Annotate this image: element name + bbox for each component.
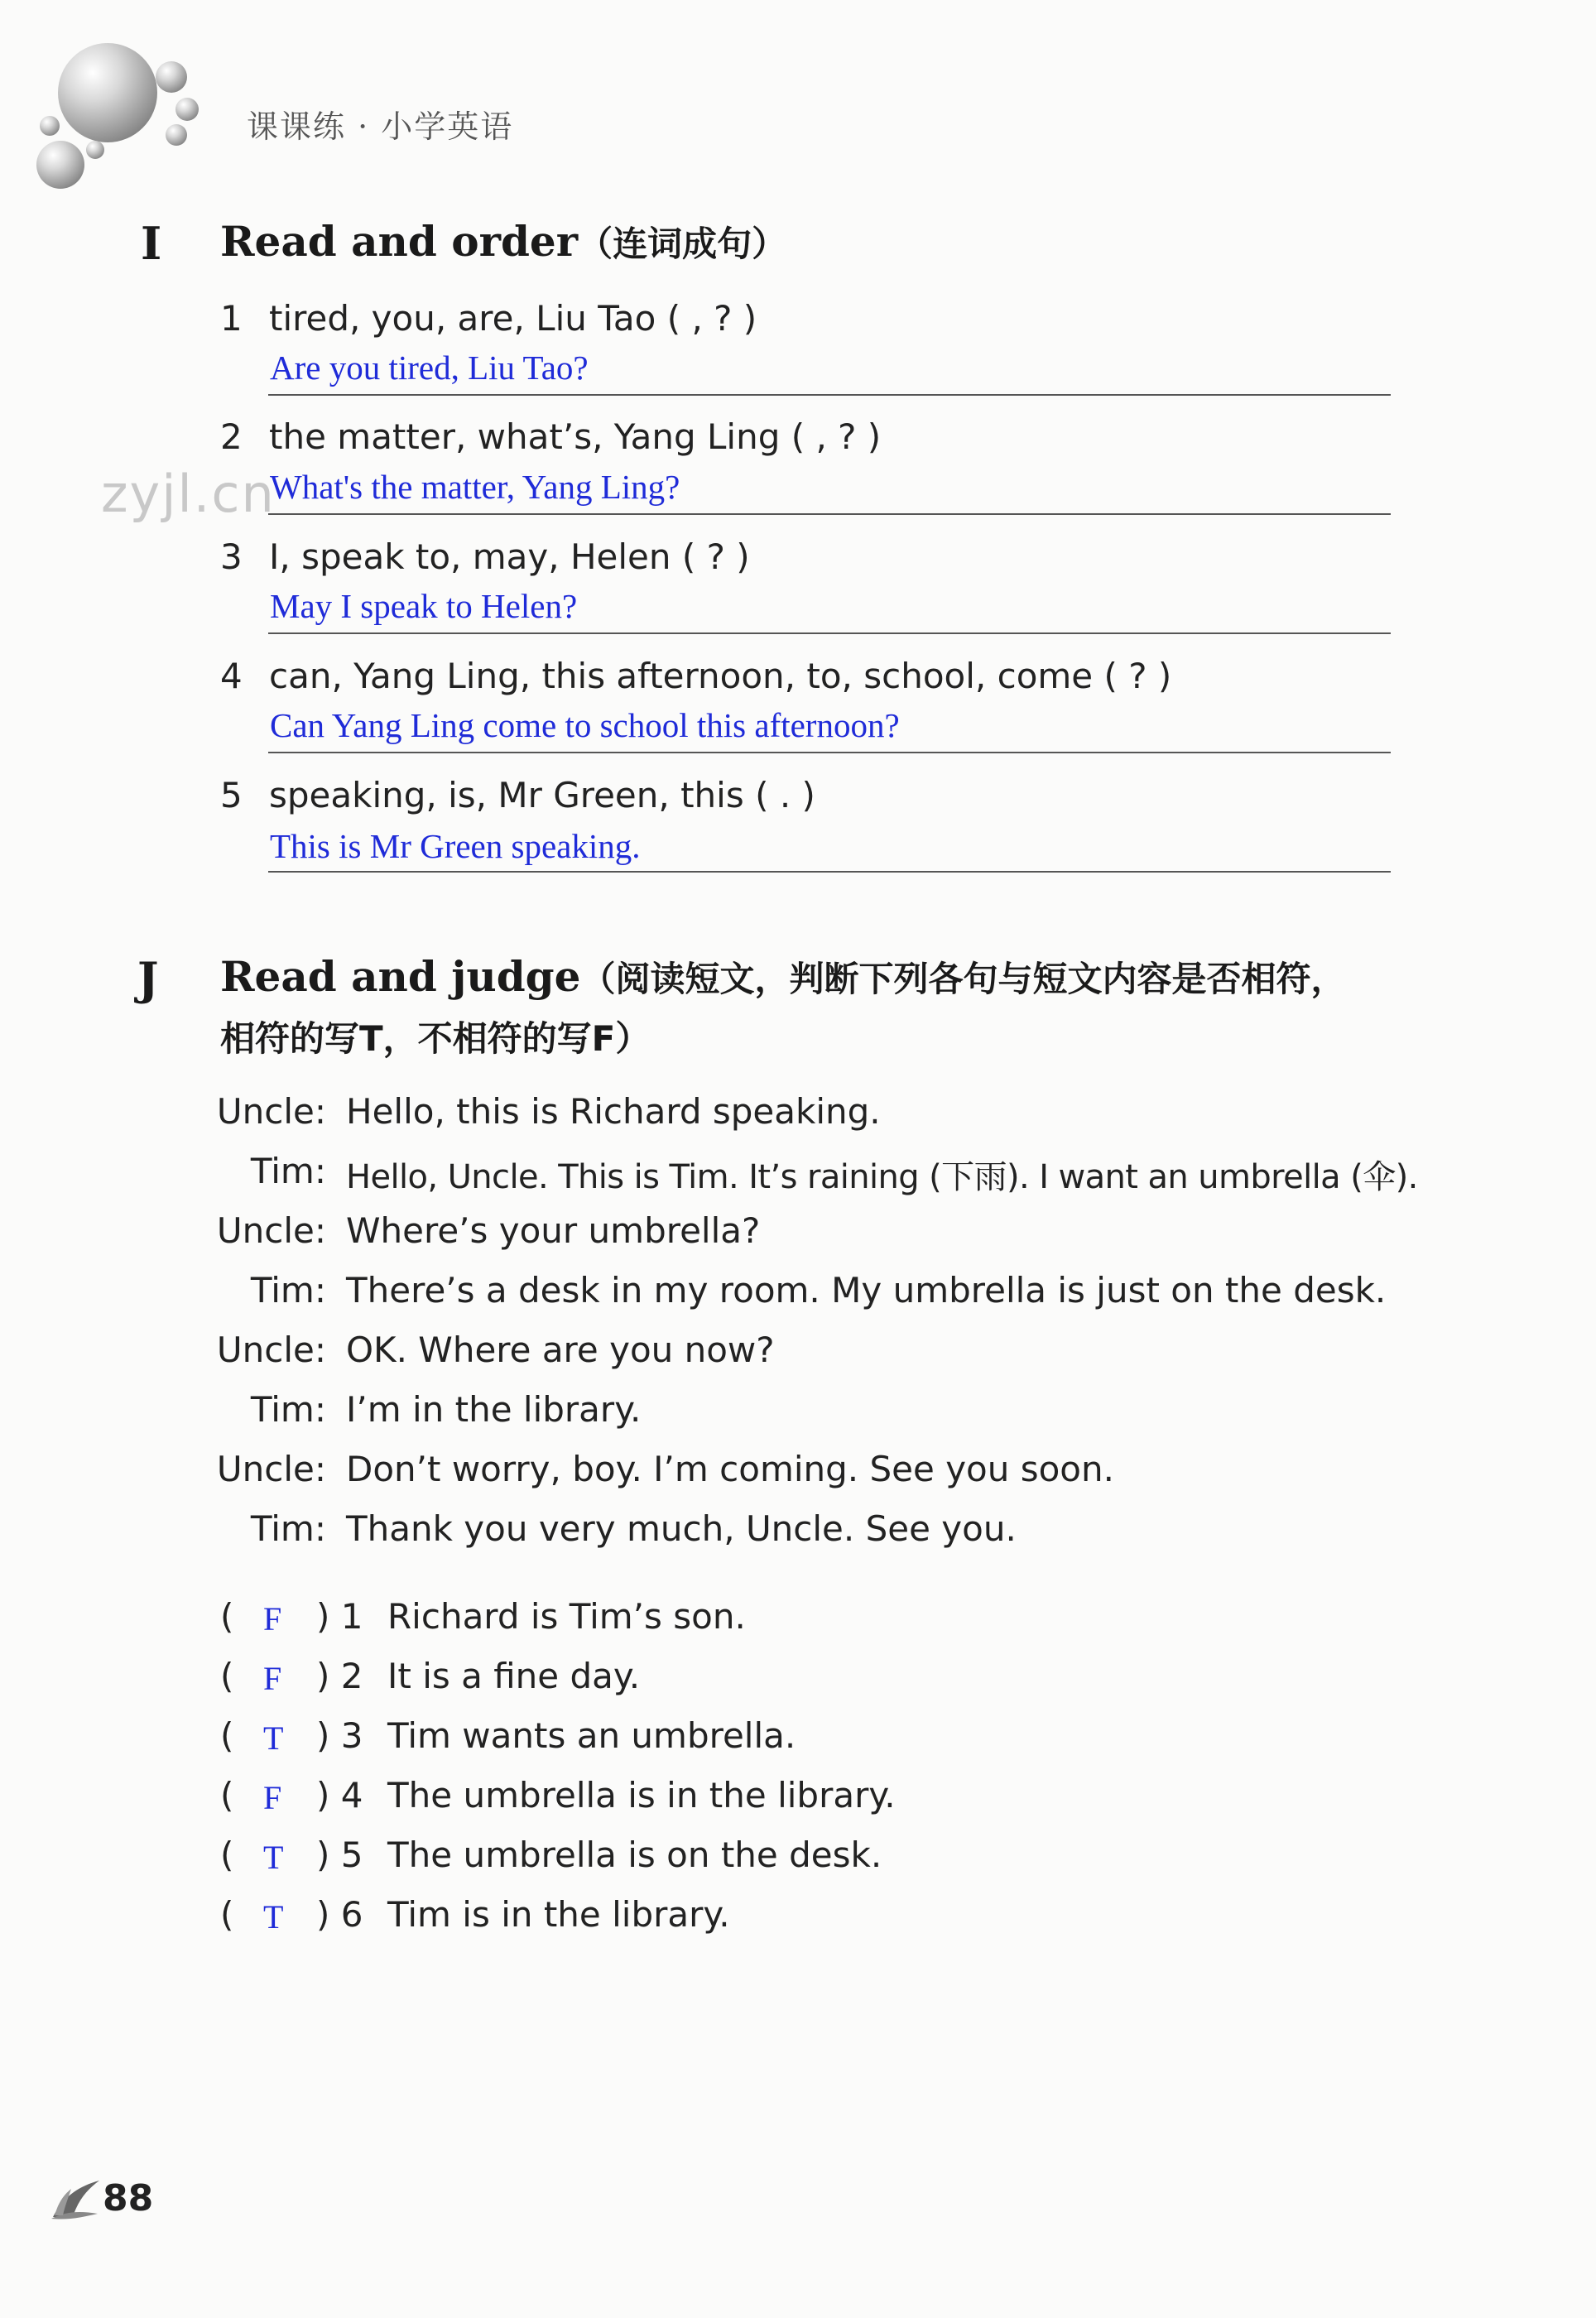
dialogue-line: Hello, Uncle. This is Tim. It’s raining (下雨). I want an umbrella (伞). [346,1158,1418,1196]
judgement-answer: T [263,1839,284,1876]
judgement-statement: The umbrella is in the library. [387,1775,896,1815]
dialogue-line: OK. Where are you now? [346,1330,775,1370]
section-j-letter: J [137,952,159,1005]
dialogue-speaker: Uncle: [216,1449,326,1489]
item-prompt: can, Yang Ling, this afternoon, to, school, come ( ? ) [269,656,1172,696]
item-prompt: speaking, is, Mr Green, this ( . ) [269,775,815,815]
dialogue-line: I’m in the library. [346,1389,642,1430]
item-answer: Can Yang Ling come to school this afternoon? [270,706,900,744]
answer-line [268,394,1391,396]
judgement-number: ) 2 [316,1656,363,1696]
section-j-subtitle-line1: （阅读短文，判断下列各句与短文内容是否相符， [580,959,1346,999]
judgement-number: ) 1 [316,1596,363,1637]
item-prompt: the matter, what’s, Yang Ling ( , ? ) [269,416,882,457]
item-number: 2 [220,416,243,457]
item-number: 1 [220,298,243,339]
dialogue-line: Thank you very much, Uncle. See you. [346,1508,1017,1549]
open-paren: ( [220,1596,234,1637]
dialogue-line: Don’t worry, boy. I’m coming. See you soon. [346,1449,1114,1489]
open-paren: ( [220,1894,234,1935]
item-number: 4 [220,656,243,696]
item-answer: What's the matter, Yang Ling? [270,468,680,506]
dialogue-speaker: Uncle: [216,1210,326,1251]
judgement-answer: T [263,1898,284,1936]
answer-line [268,632,1391,634]
answer-line [268,871,1391,873]
item-prompt: tired, you, are, Liu Tao ( , ? ) [269,298,757,339]
judgement-number: ) 5 [316,1835,363,1875]
page-number: 88 [103,2177,154,2219]
dialogue-speaker: Uncle: [216,1091,326,1132]
answer-line [268,752,1391,753]
item-answer: This is Mr Green speaking. [270,827,641,865]
judgement-answer: F [263,1660,282,1697]
dialogue-speaker: Tim: [250,1389,326,1430]
section-j-title-text: Read and judge [220,952,581,1001]
item-answer: Are you tired, Liu Tao? [270,349,589,387]
open-paren: ( [220,1775,234,1815]
dialogue-speaker: Tim: [250,1151,326,1191]
judgement-answer: T [263,1719,284,1757]
section-i-subtitle: （连词成句） [578,224,787,264]
section-j-title [220,952,1345,1002]
answer-line [268,513,1391,515]
dialogue-line: Hello, this is Richard speaking. [346,1091,881,1132]
leaf-icon [50,2176,103,2222]
dialogue-speaker: Tim: [250,1508,326,1549]
dialogue-speaker: Uncle: [216,1330,326,1370]
section-i-letter: I [141,217,162,270]
judgement-statement: The umbrella is on the desk. [387,1835,882,1875]
open-paren: ( [220,1835,234,1875]
dialogue-line: Where’s your umbrella? [346,1210,761,1251]
item-number: 5 [220,775,243,815]
judgement-number: ) 6 [316,1894,363,1935]
judgement-statement: Richard is Tim’s son. [387,1596,746,1637]
judgement-number: ) 3 [316,1715,363,1756]
judgement-statement: It is a fine day. [387,1656,641,1696]
header-title: 课课练 · 小学英语 [247,108,514,145]
section-i-title-text: Read and order [220,217,579,266]
judgement-statement: Tim wants an umbrella. [387,1715,796,1756]
section-i-title [220,217,786,267]
watermark: zyjl.cn [101,464,276,524]
open-paren: ( [220,1715,234,1756]
judgement-statement: Tim is in the library. [387,1894,730,1935]
item-number: 3 [220,536,243,577]
section-j-subtitle-line2: 相符的写T，不相符的写F） [220,1018,651,1059]
dialogue-line: There’s a desk in my room. My umbrella is just on the desk. [346,1270,1387,1310]
judgement-number: ) 4 [316,1775,363,1815]
judgement-answer: F [263,1779,282,1816]
open-paren: ( [220,1656,234,1696]
item-answer: May I speak to Helen? [270,587,578,625]
item-prompt: I, speak to, may, Helen ( ? ) [269,536,750,577]
dialogue-speaker: Tim: [250,1270,326,1310]
judgement-answer: F [263,1600,282,1638]
